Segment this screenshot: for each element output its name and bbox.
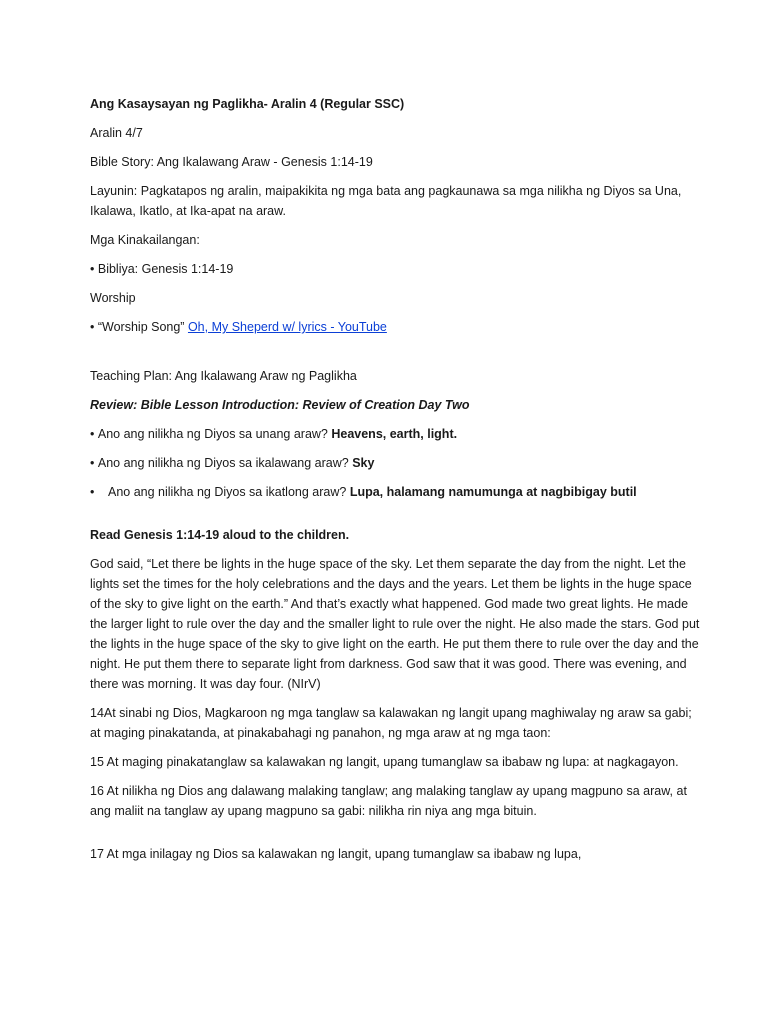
review-heading: Review: Bible Lesson Introduction: Review of Creation Day Two xyxy=(90,398,470,412)
verse-15: 15 At maging pinakatanglaw sa kalawakan ng langit, upang tumanglaw sa ibabaw ng lupa: at nagkagayon. xyxy=(90,755,679,769)
verse-17: 17 At mga inilagay ng Dios sa kalawakan ng langit, upang tumanglaw sa ibabaw ng lupa, xyxy=(90,847,582,861)
lesson-title: Ang Kasaysayan ng Paglikha- Aralin 4 (Regular SSC) xyxy=(90,97,405,111)
review-question-1 xyxy=(90,424,700,444)
objective-paragraph: Layunin: Pagkatapos ng aralin, maipakikita ng mga bata ang pagkaunawa sa mga nilikha ng Diyos sa Una, Ikalawa, Ikatlo, at Ika-apat na araw. xyxy=(90,184,682,218)
bible-story: Bible Story: Ang Ikalawang Araw - Genesis 1:14-19 xyxy=(90,155,373,169)
review-question-3 xyxy=(90,482,700,502)
review-answer-3: Lupa, halamang namumunga at nagbibigay butil xyxy=(349,485,637,499)
review-question-1-text: Ano ang nilikha ng Diyos sa unang araw? xyxy=(97,427,332,441)
worship-item xyxy=(90,317,700,337)
requirements-item-text: Bibliya: Genesis 1:14-19 xyxy=(97,262,234,276)
document-page xyxy=(90,94,700,873)
verse-16: 16 At nilikha ng Dios ang dalawang malaking tanglaw; ang malaking tanglaw ay upang magpuno sa araw, at ang maliit na tanglaw ay upang magpuno sa gabi: nilikha rin niya ang mga bituin. xyxy=(90,784,687,818)
review-question-2 xyxy=(90,453,700,473)
spacer xyxy=(90,830,700,844)
worship-item-prefix: “Worship Song” xyxy=(97,320,188,334)
worship-heading: Worship xyxy=(90,291,136,305)
spacer xyxy=(90,346,700,366)
read-instruction: Read Genesis 1:14-19 aloud to the children. xyxy=(90,528,350,542)
lesson-number: Aralin 4/7 xyxy=(90,126,143,140)
worship-song-link[interactable]: Oh, My Sheperd w/ lyrics - YouTube xyxy=(187,320,387,334)
passage-nirv: God said, “Let there be lights in the huge space of the sky. Let them separate the day from the night. Let the lights set the times for the holy celebrations and the days and the years. Let them be lights in the huge space of the sky to give light on the earth.” And that’s exactly what happened. God made two great lights. He made the larger light to rule over the day and the smaller light to rule over the night. He also made the stars. God put the lights in the huge space of the sky to give light on the earth. He put them there to rule over the day and the night. He put them there to separate light from darkness. God saw that it was good. There was evening, and there was morning. It was day four. (NIrV) xyxy=(90,557,700,691)
verse-14: 14At sinabi ng Dios, Magkaroon ng mga tanglaw sa kalawakan ng langit upang maghiwalay ng araw sa gabi; at maging pinakatanda, at pinakabahagi ng panahon, ng mga araw at ng mga taon: xyxy=(90,706,692,740)
review-answer-1: Heavens, earth, light. xyxy=(331,427,458,441)
review-question-2-text: Ano ang nilikha ng Diyos sa ikalawang araw? xyxy=(97,456,353,470)
spacer xyxy=(90,511,700,525)
review-question-3-text: Ano ang nilikha ng Diyos sa ikatlong araw? xyxy=(108,485,350,499)
requirements-heading: Mga Kinakailangan: xyxy=(90,233,200,247)
bullet-dot: • xyxy=(90,485,95,499)
review-answer-2: Sky xyxy=(352,456,375,470)
teaching-plan: Teaching Plan: Ang Ikalawang Araw ng Paglikha xyxy=(90,369,357,383)
requirements-item xyxy=(90,259,700,279)
